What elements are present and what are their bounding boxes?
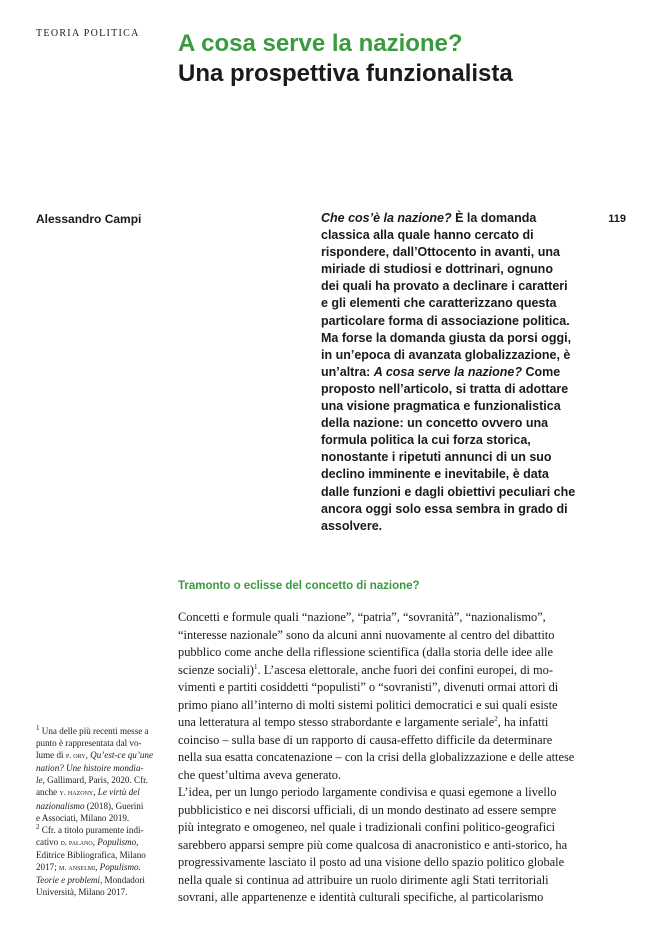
footnote-line: 2017; m. anselmi, Populismo.: [36, 862, 141, 873]
article-title: A cosa serve la nazione?: [178, 30, 463, 57]
author-smallcaps: m. anselmi: [59, 863, 96, 873]
body-line: scienze sociali)$^1$. L’ascesa elettorale, anche fuori dei confini europei, di mo-: [178, 662, 553, 677]
abstract-line: dei quali ha provato a declinare i caratteri: [321, 279, 568, 294]
abstract-line: formula politica la cui forza storica,: [321, 433, 531, 448]
footnote-line: Editrice Bibliografica, Milano: [36, 849, 146, 860]
book-title: Qu’est-ce qu’une: [90, 750, 154, 761]
abstract-line: nonostante i ripetuti annunci di un suo: [321, 450, 552, 465]
footnote-line: $^2$ Cfr. a titolo puramente indi-: [36, 822, 144, 835]
body-line: sarebbero apparsi sempre più come qualcosa di anacronistico e anti-storico, ha: [178, 837, 568, 852]
abstract-line: declino imminente e inevitabile, è data: [321, 467, 549, 482]
body-text: [178, 609, 591, 907]
body-line: nella sua esatta concatenazione – con la crisi della globalizzazione e delle attese: [178, 750, 575, 764]
footnote-line: nazionalismo (2018), Guerini: [36, 800, 144, 811]
abstract-line: Che cos’è la nazione? È la domanda: [321, 211, 537, 225]
footnote-ref[interactable]: 2: [494, 714, 498, 723]
footnote-line: e Associati, Milano 2019.: [36, 812, 130, 823]
author-smallcaps: d. palano: [60, 837, 93, 847]
author-name: Alessandro Campi: [36, 212, 142, 226]
abstract-line: e gli elementi che caratterizzano questa: [321, 296, 557, 311]
book-title: le: [36, 775, 43, 786]
abstract-line: dalle funzioni e dagli obiettivi peculiari che: [321, 484, 576, 499]
author-smallcaps: p. ory: [65, 751, 86, 761]
footnote-ref[interactable]: 1: [254, 662, 258, 671]
page-number: 119: [608, 213, 626, 225]
body-line: pubblico come anche della riflessione scientifica (dalla storia delle idee alle: [178, 645, 553, 659]
body-line: che quest’ultima aveva generato.: [178, 767, 342, 782]
footnote-line: $^1$ Una delle più recenti messe a: [36, 723, 149, 736]
body-line: pubblicistico e nei discorsi ufficiali, di un mondo destinato ad essere sempre: [178, 802, 557, 817]
book-title: Populismo: [97, 836, 137, 847]
section-heading: Tramonto o eclisse del concetto di nazione?: [178, 580, 420, 592]
abstract-question: Che cos’è la nazione?: [321, 211, 452, 225]
section-label: TEORIA POLITICA: [36, 28, 140, 39]
body-line: L’idea, per un lungo periodo largamente condivisa e quasi egemone a livello: [178, 785, 557, 799]
footnotes: [36, 725, 170, 898]
author-smallcaps: y. hazony: [59, 788, 94, 798]
abstract-question: A cosa serve la nazione?: [373, 364, 523, 379]
abstract-line: particolare forma di associazione politica.: [321, 313, 570, 328]
footnote-line: anche y. hazony, Le virtù del: [36, 787, 140, 798]
footnote-line: le, Gallimard, Paris, 2020. Cfr.: [36, 775, 148, 786]
footnote-number: 2: [36, 822, 40, 831]
abstract-line: della nazione: un concetto ovvero una: [321, 416, 549, 431]
body-line: nella quale si continua ad attribuire un ruolo dirimente agli Stati territoriali: [178, 872, 549, 887]
body-line: progressivamente lasciato il posto ad una visione dello spazio politico globale: [178, 855, 565, 869]
footnote-line: punto è rappresentata dal vo-: [36, 738, 142, 749]
article-subtitle: Una prospettiva funzionalista: [178, 60, 513, 87]
abstract-line: in un’epoca di avanzata globalizzazione, è: [321, 347, 571, 362]
footnote-line: lume di p. ory, Qu’est-ce qu’une: [36, 750, 154, 761]
abstract-line: miriade di studiosi e dottrinari, ognuno: [321, 262, 553, 277]
book-title: Le virtù del: [97, 787, 140, 798]
book-title: Populismo.: [99, 862, 141, 873]
abstract-line: un’altra: A cosa serve la nazione? Come: [321, 364, 561, 379]
body-line: sovrani, alle appartenenze e identità culturali specifiche, al particolarismo: [178, 890, 544, 904]
abstract-line: proposto nell’articolo, si tratta di adottare: [321, 381, 569, 396]
book-title: nation? Une histoire mondia-: [36, 763, 144, 774]
abstract-line: classica alla quale hanno cercato di: [321, 228, 534, 243]
body-line: più integrato e omogeneo, nel quale i tradizionali confini politico-geografici: [178, 820, 556, 834]
body-line: vimenti e partiti cosiddetti “populisti” o “sovranisti”, divenuti ormai attori di: [178, 680, 559, 694]
footnote-line: Teorie e problemi, Mondadori: [36, 875, 145, 886]
abstract-line: rispondere, dall’Ottocento in avanti, una: [321, 245, 560, 260]
body-line: “interesse nazionale” sono da alcuni anni nuovamente al centro del dibattito: [178, 627, 555, 642]
book-title: nazionalismo: [36, 800, 85, 811]
abstract-line: ancora oggi solo essa sembra in grado di: [321, 501, 568, 516]
book-title: Teorie e problemi: [36, 875, 100, 886]
abstract-line: assolvere.: [321, 518, 383, 533]
footnote-line: [36, 762, 170, 774]
body-line: una letteratura al tempo stesso strabordante e largamente seriale$^2$, ha infatti: [178, 714, 549, 729]
abstract: [321, 210, 591, 535]
body-line: coinciso – sulla base di un rapporto di causa-effetto difficile da determinare: [178, 732, 553, 747]
abstract-line: una visione pragmatica e funzionalistica: [321, 399, 561, 414]
body-line: primo piano all’interno di molti sistemi politici democratici e sui quali esiste: [178, 697, 558, 712]
footnote-number: 1: [36, 723, 40, 732]
body-line: Concetti e formule quali “nazione”, “patria”, “sovranità”, “nazionalismo”,: [178, 610, 546, 624]
abstract-line: Ma forse la domanda giusta da porsi oggi,: [321, 330, 572, 345]
footnote-line: cativo d. palano, Populismo,: [36, 836, 139, 847]
footnote-line: Università, Milano 2017.: [36, 887, 128, 898]
